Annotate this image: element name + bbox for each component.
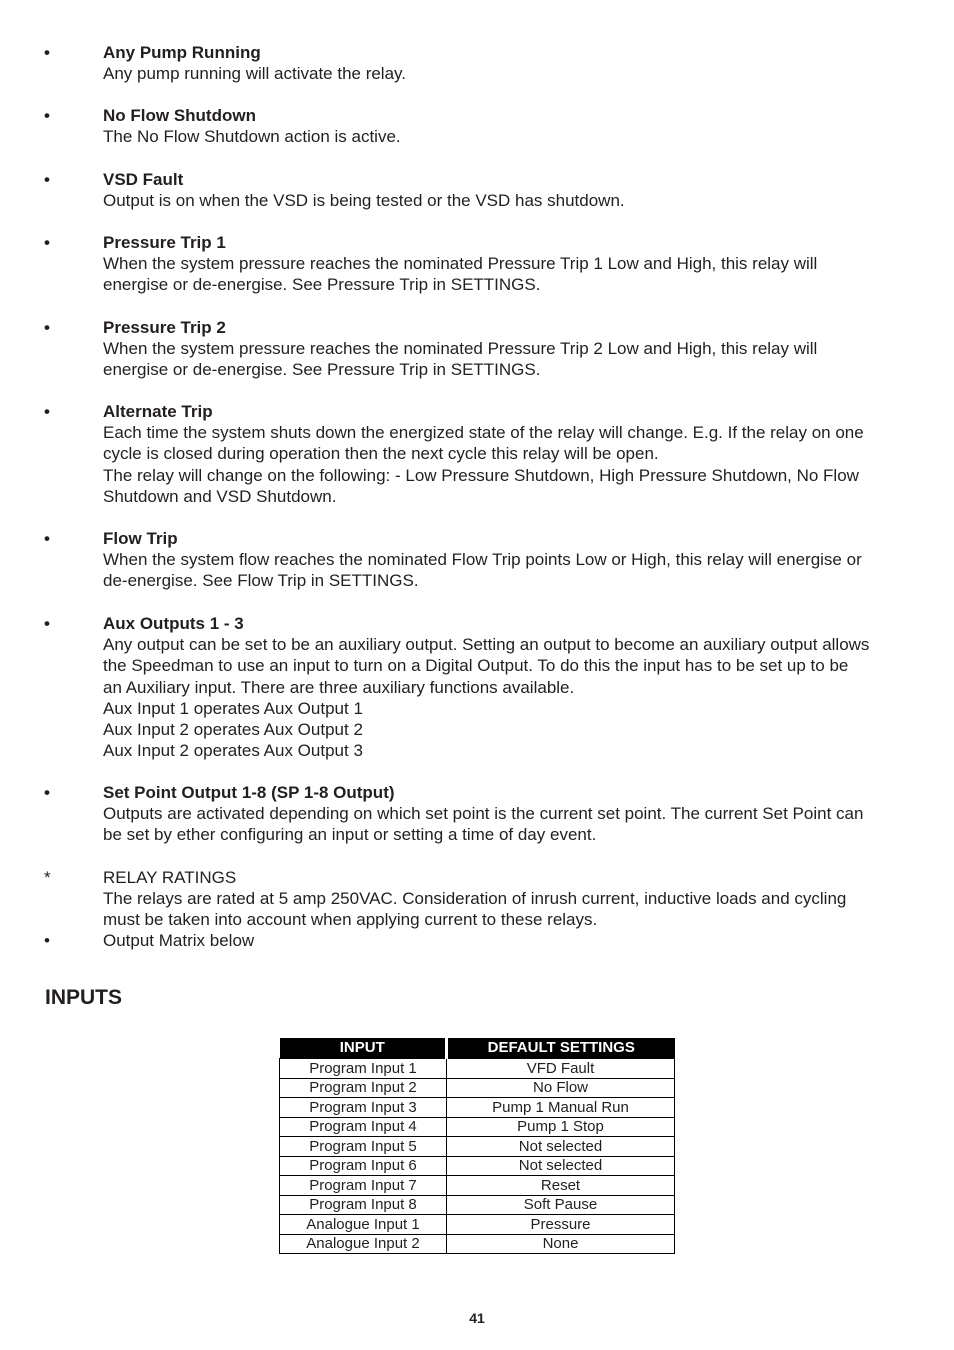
table-row (280, 1215, 675, 1235)
item-title: No Flow Shutdown (103, 106, 256, 125)
bullet: • (44, 106, 50, 125)
item-title: Pressure Trip 1 (103, 233, 226, 252)
table-row (280, 1098, 675, 1118)
inputs-table (279, 1038, 675, 1254)
item-text: When the system pressure reaches the nominated Pressure Trip 1 Low and High, this relay will (103, 254, 818, 274)
input-cell: Program Input 8 (280, 1195, 447, 1215)
bullet: • (44, 931, 50, 950)
ratings-heading: RELAY RATINGS (103, 868, 237, 887)
item-text: be set by ether configuring an input or setting a time of day event. (103, 825, 597, 845)
input-cell: Program Input 6 (280, 1156, 447, 1176)
input-cell: Program Input 4 (280, 1117, 447, 1137)
item-title: Pressure Trip 2 (103, 318, 226, 337)
table-row (280, 1156, 675, 1176)
setting-cell: No Flow (447, 1078, 675, 1098)
item-text: Any output can be set to be an auxiliary output. Setting an output to become an auxiliary output allows (103, 635, 870, 655)
bullet: • (44, 318, 50, 337)
setting-cell: Not selected (447, 1137, 675, 1157)
input-cell: Analogue Input 2 (280, 1234, 447, 1254)
matrix-note-text: Output Matrix below (103, 931, 255, 950)
table-row (280, 1234, 675, 1254)
setting-cell: Soft Pause (447, 1195, 675, 1215)
table-row (280, 1078, 675, 1098)
inputs-heading: INPUTS (45, 986, 123, 1009)
item-text: Aux Input 1 operates Aux Output 1 (103, 698, 363, 718)
page-number: 41 (469, 1310, 485, 1326)
item-title: Alternate Trip (103, 402, 213, 421)
input-cell: Program Input 3 (280, 1098, 447, 1118)
item-title: Flow Trip (103, 529, 178, 548)
item-text: de-energise. See Flow Trip in SETTINGS. (103, 571, 419, 591)
bullet: • (44, 170, 50, 189)
item-text: Shutdown and VSD Shutdown. (103, 486, 337, 506)
item-text: Aux Input 2 operates Aux Output 2 (103, 720, 363, 740)
input-cell: Program Input 5 (280, 1137, 447, 1157)
input-cell: Program Input 2 (280, 1078, 447, 1098)
item-text: an Auxiliary input. There are three auxiliary functions available. (103, 677, 575, 697)
setting-cell: Reset (447, 1176, 675, 1196)
setting-cell: None (447, 1234, 675, 1254)
setting-cell: Pressure (447, 1215, 675, 1235)
setting-cell: Not selected (447, 1156, 675, 1176)
table-row (280, 1059, 675, 1079)
table-row (280, 1195, 675, 1215)
input-cell: Program Input 7 (280, 1176, 447, 1196)
item-text: the Speedman to use an input to turn on a Digital Output. To do this the input has to be set up to be (103, 656, 849, 676)
item-text: When the system pressure reaches the nominated Pressure Trip 2 Low and High, this relay will (103, 339, 818, 359)
column-header-input: INPUT (280, 1038, 447, 1059)
bullet: • (44, 402, 50, 421)
ratings-text: must be taken into account when applying current to these relays. (103, 910, 598, 930)
column-header-default-settings: DEFAULT SETTINGS (447, 1038, 675, 1059)
item-text: energise or de-energise. See Pressure Trip in SETTINGS. (103, 275, 541, 295)
table-row (280, 1117, 675, 1137)
item-title: Set Point Output 1-8 (SP 1-8 Output) (103, 783, 395, 802)
bullet: • (44, 43, 50, 62)
item-text: Any pump running will activate the relay. (103, 64, 407, 84)
item-text: Outputs are activated depending on which set point is the current set point. The current Set Point can (103, 804, 864, 824)
table-row (280, 1137, 675, 1157)
ratings-text: The relays are rated at 5 amp 250VAC. Consideration of inrush current, inductive loads and cycling (103, 889, 847, 909)
item-text: When the system flow reaches the nominated Flow Trip points Low or High, this relay will energise or (103, 550, 862, 570)
item-title: Any Pump Running (103, 43, 261, 62)
item-text: The No Flow Shutdown action is active. (103, 127, 401, 147)
item-text: Output is on when the VSD is being tested or the VSD has shutdown. (103, 191, 625, 211)
bullet: • (44, 233, 50, 252)
bullet: • (44, 783, 50, 802)
item-text: energise or de-energise. See Pressure Trip in SETTINGS. (103, 360, 541, 380)
item-text: The relay will change on the following: - Low Pressure Shutdown, High Pressure Shutdown, No Flow (103, 465, 859, 485)
bullet: • (44, 529, 50, 548)
item-text: Each time the system shuts down the energized state of the relay will change. E.g. If the relay on one (103, 423, 864, 443)
item-text: cycle is closed during operation then the next cycle this relay will be open. (103, 444, 659, 464)
setting-cell: Pump 1 Manual Run (447, 1098, 675, 1118)
item-text: Aux Input 2 operates Aux Output 3 (103, 741, 363, 761)
table-row (280, 1176, 675, 1196)
input-cell: Program Input 1 (280, 1059, 447, 1079)
table-header-row (280, 1038, 675, 1059)
input-cell: Analogue Input 1 (280, 1215, 447, 1235)
setting-cell: Pump 1 Stop (447, 1117, 675, 1137)
item-title: VSD Fault (103, 170, 184, 189)
item-title: Aux Outputs 1 - 3 (103, 614, 244, 633)
setting-cell: VFD Fault (447, 1059, 675, 1079)
asterisk-marker: * (44, 868, 51, 887)
bullet: • (44, 614, 50, 633)
